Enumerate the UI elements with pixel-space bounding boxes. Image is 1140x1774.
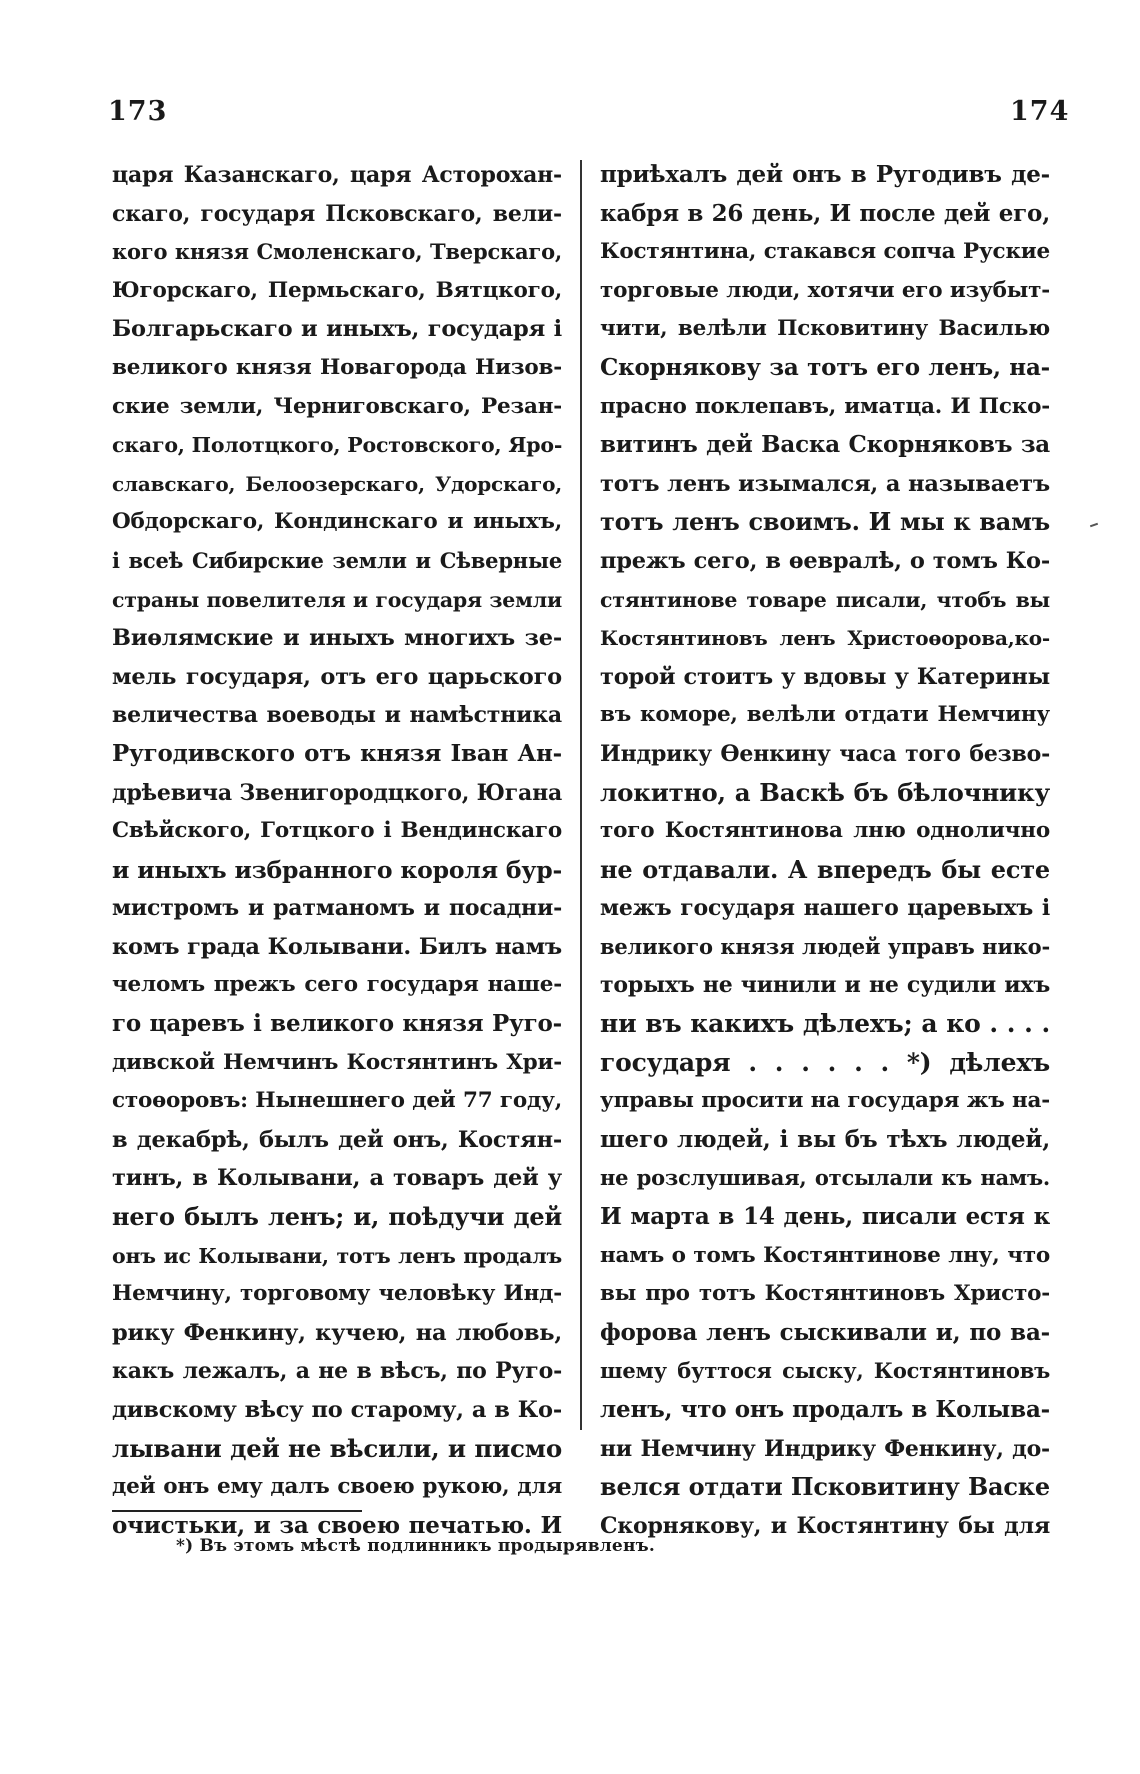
text-line: шему буттося сыску, Костянтиновъ xyxy=(600,1358,1050,1384)
text-line: Костянтина, стакався сопча Руские xyxy=(600,239,1050,265)
text-line: кабря в 26 день, И после дей его, xyxy=(600,199,1050,227)
text-line: Болгарьскаго и иныхъ, государя і xyxy=(112,316,562,343)
text-line: прежъ сего, в ѳевралѣ, о томъ Ко- xyxy=(600,547,1050,574)
text-line: Скорнякову за тотъ его ленъ, на- xyxy=(600,353,1050,381)
text-line: лывани дей не вѣсили, и писмо xyxy=(112,1433,562,1463)
text-line: торой стоитъ у вдовы у Катерины xyxy=(600,663,1050,690)
text-line: дивскому вѣсу по старому, а в Ко- xyxy=(112,1397,562,1423)
text-line: какъ лежалъ, а не в вѣсъ, по Руго- xyxy=(112,1358,562,1385)
text-line: чити, велѣли Псковитину Василью xyxy=(600,316,1050,342)
text-line: комъ града Колывани. Билъ намъ xyxy=(112,933,562,960)
text-line: Югорскаго, Пермьскаго, Вятцкого, xyxy=(112,277,562,303)
text-line: того Костянтинова лню однолично xyxy=(600,818,1050,844)
margin-speck xyxy=(1090,523,1098,528)
text-line: приѣхалъ дей онъ в Ругодивъ де- xyxy=(600,161,1050,188)
text-line: страны повелителя и государя земли xyxy=(112,587,562,612)
text-line: дей онъ ему далъ своею рукою, для xyxy=(112,1474,562,1500)
text-line: великого князя Новагорода Низов- xyxy=(112,354,562,380)
text-line: скиe земли, Черниговскаго, Резан- xyxy=(112,393,562,419)
text-line: Свѣйского, Готцкого і Вендинскаго xyxy=(112,818,562,844)
text-line: межъ государя нашего царевыхъ і xyxy=(600,895,1050,922)
text-line: ленъ, что онъ продалъ в Колыва- xyxy=(600,1396,1050,1423)
text-line: шего людей, і вы бъ тѣхъ людей, xyxy=(600,1125,1050,1153)
text-line: кого князя Смоленскаго, Тверскаго, xyxy=(112,239,562,265)
left-text-column xyxy=(112,156,562,1545)
text-line: стоѳоровъ: Нынешнего дей 77 году, xyxy=(112,1088,562,1114)
text-line: і всеѣ Сибирские земли и Сѣверные xyxy=(112,547,562,573)
text-line: скаго, государя Псковскаго, вели- xyxy=(112,200,562,227)
text-line: мель государя, отъ его царьского xyxy=(112,663,562,690)
text-line: форова ленъ сыскивали и, по ва- xyxy=(600,1318,1050,1346)
text-line: славскаго, Белоозерскаго, Удорскаго, xyxy=(112,471,562,496)
text-line: в декабрѣ, былъ дей онъ, Костян- xyxy=(112,1126,562,1153)
text-line: витинъ дей Васка Скорняковъ за xyxy=(600,431,1050,459)
text-line: Индрику Ѳенкину часа того безво- xyxy=(600,740,1050,767)
page-number-left: 173 xyxy=(108,96,168,127)
text-line: государя . . . . . . *) дѣлехъ xyxy=(600,1047,1050,1077)
text-line: дрѣевича Звенигородцкого, Югана xyxy=(112,779,562,806)
text-line: Обдорскаго, Кондинскаго и иныхъ, xyxy=(112,509,562,535)
text-line: намъ о томъ Костянтинове лну, что xyxy=(600,1242,1050,1268)
text-line: торыхъ не чинили и не судили ихъ xyxy=(600,972,1050,999)
text-line: Костянтиновъ ленъ Христоѳорова,ко- xyxy=(600,626,1050,651)
text-line: стянтинове товаре писали, чтобъ вы xyxy=(600,587,1050,612)
text-line: не отдавали. А впередъ бы есте xyxy=(600,854,1050,884)
text-line: тинъ, в Колывани, а товаръ дей у xyxy=(112,1165,562,1192)
text-line: Ругодивского отъ князя Іван Ан- xyxy=(112,739,562,767)
text-line: ни Немчину Индрику Фенкину, до- xyxy=(600,1435,1050,1462)
text-line: въ коморе, велѣли отдати Немчину xyxy=(600,702,1050,728)
text-line: тотъ ленъ изымался, а называетъ xyxy=(600,470,1050,497)
right-text-column xyxy=(600,156,1050,1545)
text-line: величества воеводы и намѣстника xyxy=(112,702,562,729)
text-line: велся отдати Псковитину Васке xyxy=(600,1472,1050,1502)
text-line: И марта в 14 день, писали естя к xyxy=(600,1203,1050,1231)
text-line: прасно поклепавъ, иматца. И Пско- xyxy=(600,393,1050,419)
text-line: Виѳлямские и иныхъ многихъ зе- xyxy=(112,625,562,652)
text-line: локитно, а Васкѣ бъ бѣлочнику xyxy=(600,777,1050,807)
text-line: дивской Немчинъ Костянтинъ Хри- xyxy=(112,1049,562,1075)
text-line: царя Казанскаго, царя Асторохан- xyxy=(112,162,562,188)
column-divider xyxy=(580,160,582,1430)
text-line: го царевъ і великого князя Руго- xyxy=(112,1010,562,1038)
text-line: великого князя людей управъ нико- xyxy=(600,933,1050,959)
text-line: не розслушивая, отсылали къ намъ. xyxy=(600,1165,1050,1191)
text-line: Скорнякову, и Костянтину бы для xyxy=(600,1512,1050,1539)
footnote: *) Въ этомъ мѣстѣ подлинникъ продырявленъ. xyxy=(176,1536,655,1556)
text-line: ни въ какихъ дѣлехъ; а ко . . . . xyxy=(600,1009,1050,1039)
text-line: вы про тотъ Костянтиновъ Христо- xyxy=(600,1281,1050,1307)
footnote-rule xyxy=(112,1510,362,1512)
text-line: торговые люди, хотячи его изубыт- xyxy=(600,277,1050,303)
text-line: тотъ ленъ своимъ. И мы к вамъ xyxy=(600,507,1050,537)
text-line: рику Фенкину, кучею, на любовь, xyxy=(112,1319,562,1346)
text-line: скаго, Полотцкого, Ростовского, Яро- xyxy=(112,433,562,458)
text-line: управы просити на государя жъ на- xyxy=(600,1088,1050,1114)
page-number-right: 174 xyxy=(1010,96,1070,127)
text-line: очистьки, и за своею печатью. И xyxy=(112,1511,562,1539)
text-line: Немчину, торговому человѣку Инд- xyxy=(112,1281,562,1307)
text-line: челомъ прежъ сего государя наше- xyxy=(112,972,562,998)
text-line: онъ ис Колывани, тотъ ленъ продалъ xyxy=(112,1243,562,1268)
text-line: него былъ ленъ; и, поѣдучи дей xyxy=(112,1202,562,1232)
text-line: мистромъ и ратманомъ и посадни- xyxy=(112,895,562,922)
text-line: и иныхъ избранного короля бур- xyxy=(112,855,562,884)
